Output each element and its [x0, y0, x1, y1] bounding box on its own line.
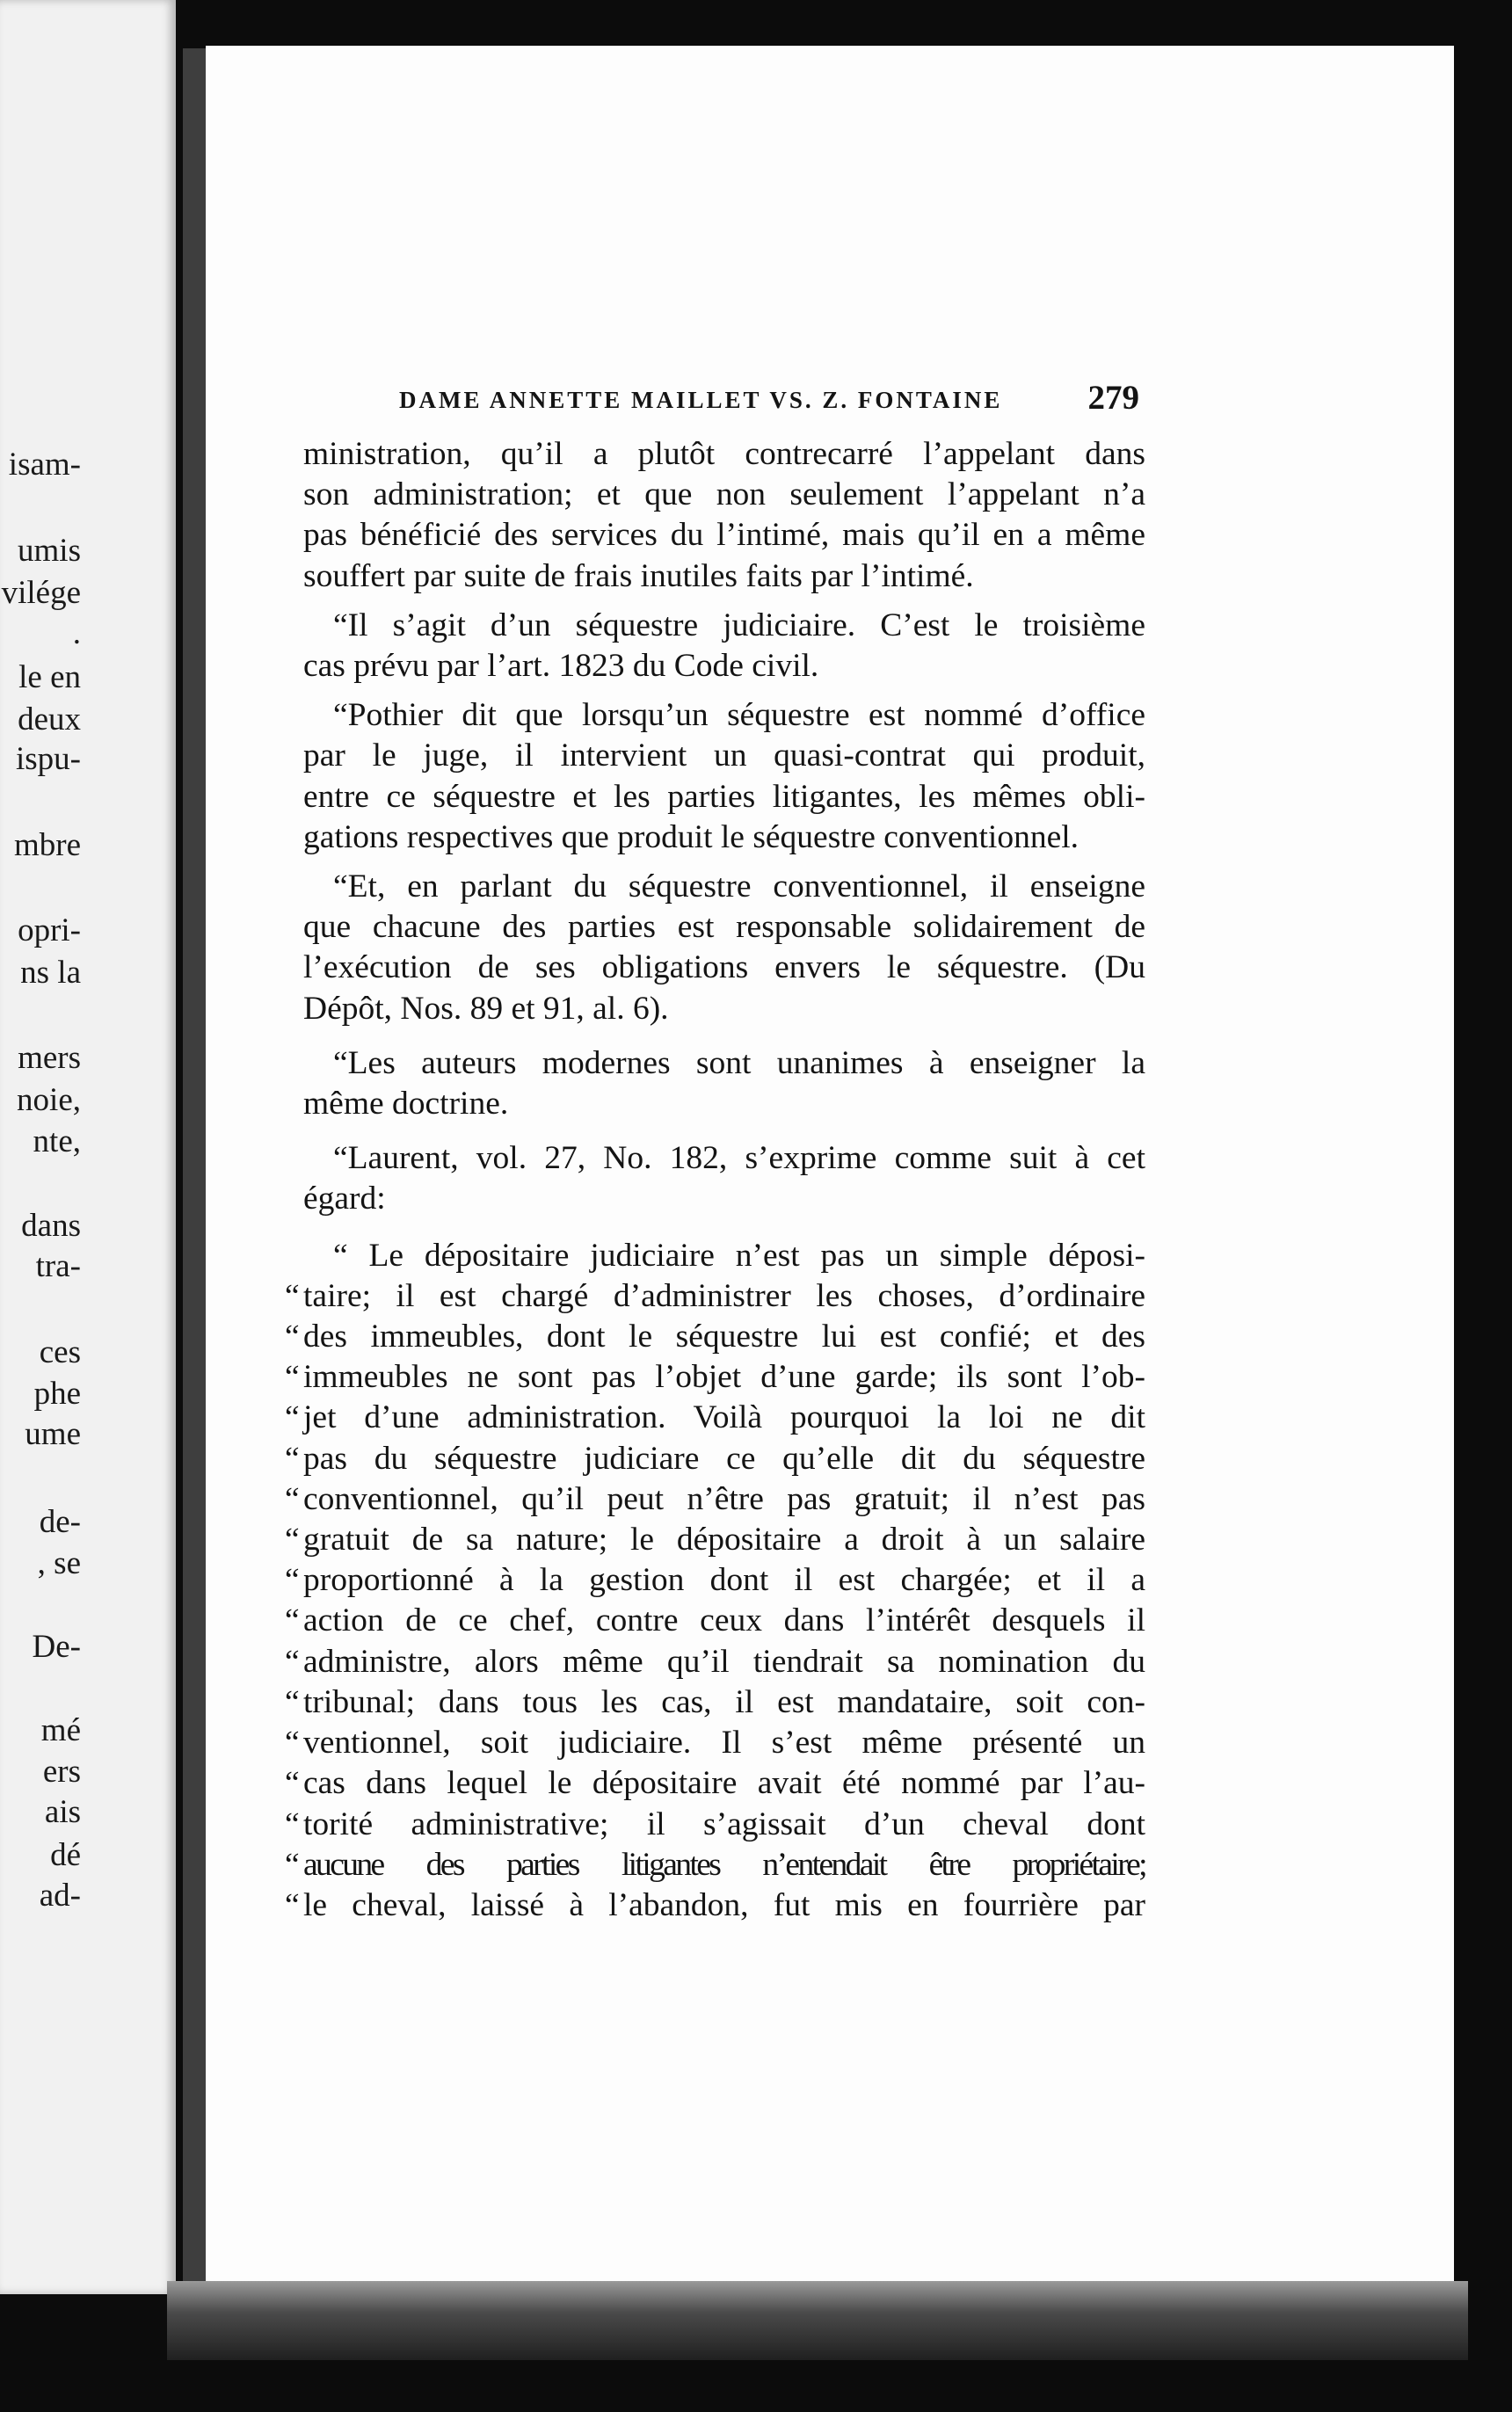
quote-mark: “ [285, 1643, 300, 1680]
quote-line [285, 1845, 1145, 1885]
left-page-text-fragment: mbre [13, 827, 81, 863]
left-page-text-fragment: dans [21, 1208, 81, 1244]
left-page-text-fragment: De- [32, 1629, 81, 1665]
left-page-text-fragment: mé [40, 1712, 81, 1748]
quote-line [285, 1805, 1145, 1845]
quote-line-text: proportionné à la gestion dont il est chargée; et il a [303, 1562, 1145, 1599]
left-page-text-fragment: le en [18, 659, 81, 695]
left-page-text-fragment: ispu- [16, 741, 81, 777]
quote-line-text: conventionnel, qu’il peut n’être pas gratuit; il n’est pas [303, 1480, 1145, 1517]
quote-mark: “ [285, 1277, 300, 1314]
left-page-text-fragment: . [72, 615, 81, 651]
running-head: DAME ANNETTE MAILLET VS. Z. FONTAINE [399, 387, 1003, 413]
left-page-edge [0, 0, 176, 2294]
paragraph-4 [303, 867, 1145, 1029]
text-line: pas bénéficié des services du l’intimé, mais qu’il en a même [303, 517, 1145, 554]
quote-line-text: des immeubles, dont le séquestre lui est confié; et des [303, 1319, 1145, 1355]
paragraph-5 [303, 1043, 1145, 1124]
text-line: entre ce séquestre et les parties litigantes, les mêmes obli- [303, 778, 1145, 815]
quote-line [285, 1276, 1145, 1317]
quote-mark: “ [285, 1886, 300, 1923]
left-page-text-fragment: isam- [8, 447, 81, 483]
text-line: même doctrine. [303, 1086, 509, 1122]
book-gutter [183, 48, 206, 2303]
quote-mark: “ [285, 1562, 300, 1599]
quote-mark: “ [285, 1522, 300, 1558]
left-page-text-fragment: umis [18, 533, 81, 569]
left-page-text-fragment: ume [25, 1416, 81, 1452]
quote-mark: “ [285, 1602, 300, 1639]
quote-line-text: le cheval, laissé à l’abandon, fut mis en fourrière par [303, 1886, 1145, 1923]
text-line: ministration, qu’il a plutôt contrecarré l’appelant dans [303, 436, 1145, 472]
text-line: Dépôt, Nos. 89 et 91, al. 6). [303, 990, 669, 1027]
quote-line [285, 1682, 1145, 1723]
text-line: “Pothier dit que lorsqu’un séquestre est nommé d’office [333, 697, 1145, 734]
text-line: cas prévu par l’art. 1823 du Code civil. [303, 648, 819, 685]
text-line: par le juge, il intervient un quasi-contrat qui produit, [303, 737, 1145, 774]
paragraph-2 [303, 606, 1145, 687]
quote-mark: “ [285, 1765, 300, 1802]
quote-line-text: immeubles ne sont pas l’objet d’une garde; ils sont l’ob- [303, 1359, 1145, 1396]
left-page-text-fragment: opri- [18, 912, 81, 948]
paragraph-1 [303, 434, 1145, 597]
text-line: égard: [303, 1181, 386, 1217]
quotation-block [285, 1236, 1145, 1926]
quote-mark: “ [285, 1846, 298, 1883]
quote-line-text: pas du séquestre judiciare ce qu’elle dit du séquestre [303, 1440, 1145, 1477]
left-page-text-fragment: nte, [33, 1123, 81, 1159]
quote-mark: “ [285, 1399, 300, 1436]
quote-mark: “ [285, 1440, 300, 1477]
quote-line [285, 1601, 1145, 1641]
left-page-text-fragment: phe [33, 1376, 81, 1412]
quote-line [285, 1763, 1145, 1804]
quote-line-text: administre, alors même qu’il tiendrait sa nomination du [303, 1643, 1145, 1680]
text-line: “Les auteurs modernes sont unanimes à enseigner la [333, 1044, 1145, 1081]
paragraph-3 [303, 695, 1145, 858]
quote-line [285, 1520, 1145, 1560]
text-line: “Laurent, vol. 27, No. 182, s’exprime comme suit à cet [333, 1140, 1145, 1177]
quote-line [285, 1723, 1145, 1763]
left-page-text-fragment: dé [50, 1837, 81, 1873]
quote-line-text: ventionnel, soit judiciaire. Il s’est même présenté un [303, 1725, 1145, 1762]
text-line: son administration; et que non seulement l’appelant n’a [303, 476, 1145, 513]
quote-line-text: aucune des parties litigantes n’entendait être propriétaire; [303, 1846, 1145, 1883]
quote-line-text: torité administrative; il s’agissait d’un cheval dont [303, 1805, 1145, 1842]
left-page-text-fragment: de- [39, 1504, 81, 1540]
quote-mark: “ [285, 1480, 300, 1517]
left-page-text-fragment: ais [44, 1794, 81, 1830]
quote-line [285, 1398, 1145, 1438]
left-page-text-fragment: noie, [17, 1082, 81, 1118]
text-line: l’exécution de ses obligations envers le séquestre. (Du [303, 949, 1145, 986]
quote-line [285, 1357, 1145, 1398]
left-page-text-fragment: ns la [20, 955, 81, 991]
text-line: “Et, en parlant du séquestre conventionnel, il enseigne [333, 868, 1145, 905]
text-line: gations respectives que produit le séquestre conventionnel. [303, 818, 1079, 855]
left-page-text-fragment: tra- [35, 1248, 81, 1284]
quote-line [285, 1439, 1145, 1479]
quote-line: “ Le dépositaire judiciaire n’est pas un simple déposi- [333, 1237, 1145, 1274]
quote-line [285, 1885, 1145, 1926]
quote-line-text: taire; il est chargé d’administrer les choses, d’ordinaire [303, 1277, 1145, 1314]
quote-line-text: cas dans lequel le dépositaire avait été nommé par l’au- [303, 1765, 1145, 1802]
left-page-text-fragment: deux [18, 701, 81, 737]
text-line: “Il s’agit d’un séquestre judiciaire. C’est le troisième [333, 607, 1145, 643]
quote-mark: “ [285, 1805, 300, 1842]
page-header [399, 378, 1139, 422]
left-page-text-fragment: ers [42, 1754, 81, 1790]
page-number: 279 [1087, 379, 1139, 417]
page-bottom-edge [167, 2281, 1468, 2360]
quote-line-text: gratuit de sa nature; le dépositaire a droit à un salaire [303, 1522, 1145, 1558]
body-text [285, 434, 1145, 1926]
left-page-text-fragment: vilége [1, 575, 81, 611]
quote-mark: “ [285, 1725, 300, 1762]
quote-line-text: tribunal; dans tous les cas, il est mandataire, soit con- [303, 1683, 1145, 1720]
quote-mark: “ [285, 1359, 300, 1396]
quote-line [285, 1560, 1145, 1601]
text-line: souffert par suite de frais inutiles faits par l’intimé. [303, 557, 974, 594]
left-page-text-fragment: ad- [39, 1878, 81, 1914]
quote-line-text: action de ce chef, contre ceux dans l’intérêt desquels il [303, 1602, 1145, 1639]
left-page-text-fragment: , se [37, 1545, 81, 1581]
quote-line [285, 1479, 1145, 1520]
quote-line-text: jet d’une administration. Voilà pourquoi la loi ne dit [303, 1399, 1145, 1436]
quote-mark: “ [285, 1319, 300, 1355]
left-page-text-fragment: mers [18, 1040, 81, 1076]
quote-mark: “ [285, 1683, 300, 1720]
quote-line [285, 1642, 1145, 1682]
left-page-text-fragment: ces [39, 1334, 81, 1370]
paragraph-6 [303, 1138, 1145, 1219]
quote-line [285, 1317, 1145, 1357]
text-line: que chacune des parties est responsable solidairement de [303, 909, 1145, 946]
